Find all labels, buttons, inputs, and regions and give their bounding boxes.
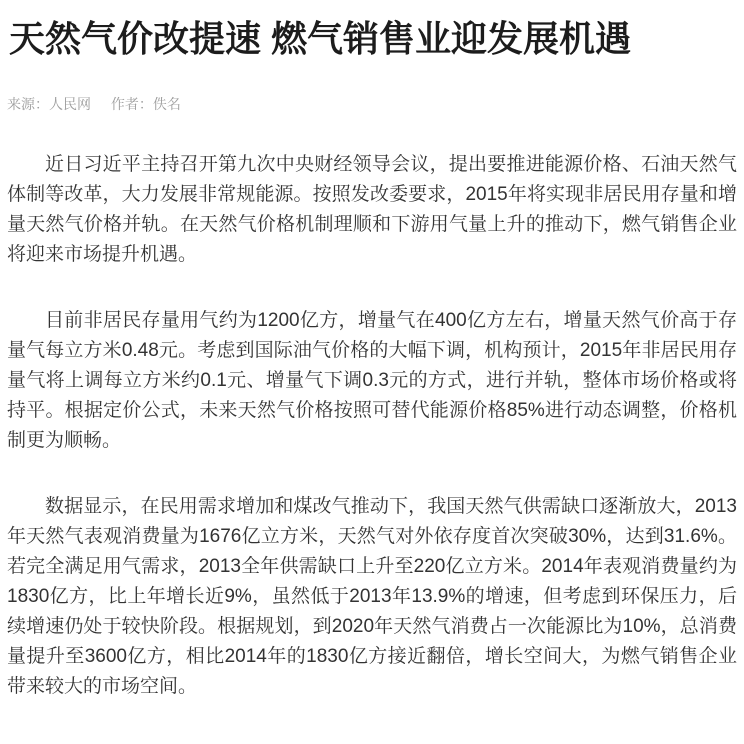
author-value: 佚名 bbox=[152, 96, 181, 112]
article-meta bbox=[7, 94, 737, 114]
source-value: 人民网 bbox=[49, 96, 91, 112]
article-paragraph: 近日习近平主持召开第九次中央财经领导会议，提出要推进能源价格、石油天然气体制等改革，大力发展非常规能源。按照发改委要求，2015年将实现非居民用存量和增量天然气价格并轨。在天然气价格机制理顺和下游用气量上升的推动下，燃气销售企业将迎来市场提升机遇。 bbox=[7, 154, 737, 265]
article-paragraph: 数据显示，在民用需求增加和煤改气推动下，我国天然气供需缺口逐渐放大，2013年天然气表观消费量为1676亿立方米，天然气对外依存度首次突破30%，达到31.6%。若完全满足用气需求，2013全年供需缺口上升至220亿立方米。2014年表观消费量约为1830亿方，比上年增长近9%，虽然低于2013年13.9%的增速，但考虑到环保压力，后续增速仍处于较快阶段。根据规划，到2020年天然气消费占一次能源比为10%，总消费量提升至3600亿方，相比2014年的1830亿方接近翻倍，增长空间大，为燃气销售企业带来较大的市场空间。 bbox=[7, 496, 737, 697]
article-content bbox=[7, 150, 737, 702]
article-paragraph: 目前非居民存量用气约为1200亿方，增量气在400亿方左右，增量天然气价高于存量气每立方米0.48元。考虑到国际油气价格的大幅下调，机构预计，2015年非居民用存量气将上调每立方米约0.1元、增量气下调0.3元的方式，进行并轨，整体市场价格或将持平。根据定价公式，未来天然气价格按照可替代能源价格85%进行动态调整，价格机制更为顺畅。 bbox=[7, 310, 737, 451]
article-title: 天然气价改提速 燃气销售业迎发展机遇 bbox=[9, 18, 632, 59]
source-label: 来源： bbox=[7, 96, 49, 112]
author-label: 作者： bbox=[110, 96, 153, 112]
article-source bbox=[7, 96, 95, 112]
article-page bbox=[0, 16, 744, 732]
article-author bbox=[111, 96, 181, 112]
